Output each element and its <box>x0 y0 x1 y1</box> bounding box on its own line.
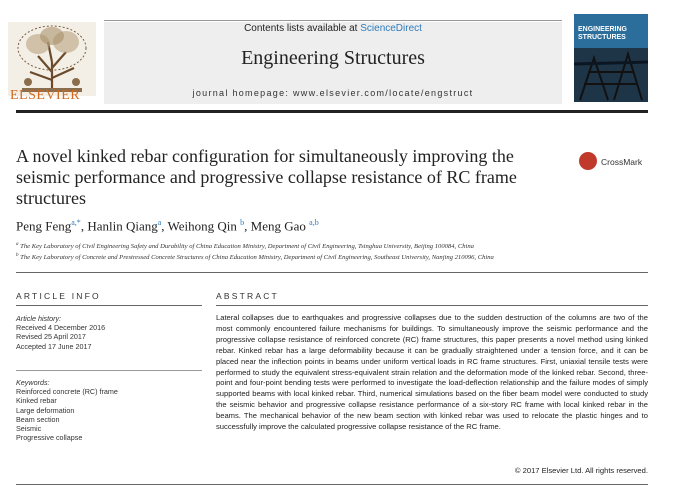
article-info-heading: ARTICLE INFO <box>16 291 101 301</box>
abstract-text: Lateral collapses due to earthquakes and progressive collapses due to the sudden destruction of the columns are two of the most commonly encountered failure mechanisms for buildings. To simultaneously improve the seismic performance and the progressive collapse resistance of reinforced concrete (RC) frame structures, this paper presents a novel method using kinked rebar. Kinked rebar has a large deformability because it can be gradually straightened under a tension force, and it can be placed near the inflection points in beams under uniform vertical loads in RC frame structures. First, uniaxial tensile tests were performed to study the equivalent stress-equivalent strain relation and the deformation mode of the kinked rebar. Second, three-point and four-point bending tests were performed to investigate the load-deflection relationship and the failure modes of simply supported beams with local kinked rebar. Third, numerical simulations based on the fiber beam model were conducted to study the seismic behavior and progressive collapse resistance performance of a six-story RC frame with local kinked rebar in the beams. The mechanical behavior of the new beam section with kinked rebar was used to relocate the plastic hinges and to successfully improve the calculated progressive collapse resistance of the RC frame. <box>216 313 648 432</box>
keyword-item[interactable]: Kinked rebar <box>16 396 57 406</box>
contents-line <box>104 23 562 34</box>
keyword-item[interactable]: Progressive collapse <box>16 433 83 443</box>
affiliation-a <box>16 242 474 250</box>
keyword-item[interactable]: Large deformation <box>16 405 75 415</box>
history-label: Article history: <box>16 314 62 323</box>
author-list: Peng Feng$^{a,*}$, Hanlin Qiang$^a$, Weihong Qin $^b$, Meng Gao $^{a,b}$ <box>16 218 319 234</box>
contents-prefix: Contents lists available at <box>244 23 361 34</box>
sciencedirect-link[interactable]: ScienceDirect <box>360 23 422 34</box>
author-name[interactable]: Weihong Qin <box>167 218 237 234</box>
cover-title <box>578 26 648 42</box>
author-name[interactable]: Peng Feng <box>16 218 72 234</box>
journal-title[interactable]: Engineering Structures <box>241 47 425 69</box>
affiliation-text: The Key Laboratory of Civil Engineering Safety and Durability of China Education Ministry, Department of Civil Engineering, Tsinghua University, Beijing 100084, China <box>20 243 474 251</box>
keyword-item[interactable]: Beam section <box>16 414 60 424</box>
footer-rule <box>16 484 648 485</box>
copyright-line: © 2017 Elsevier Ltd. All rights reserved. <box>514 466 648 475</box>
journal-homepage[interactable]: journal homepage: www.elsevier.com/locate/engstruct <box>192 88 474 98</box>
author-sup: a <box>157 218 162 227</box>
abstract-heading: ABSTRACT <box>216 291 279 301</box>
affiliation-rule <box>16 272 648 273</box>
keywords-label: Keywords: <box>16 378 50 387</box>
crossmark-label[interactable]: CrossMark <box>601 157 643 167</box>
header-bottom-rule <box>16 110 648 113</box>
affiliation-sup: b <box>16 253 19 258</box>
cover-title-line2: STRUCTURES <box>578 34 626 41</box>
keyword-item[interactable]: Seismic <box>16 424 42 434</box>
affiliation-b <box>16 253 494 261</box>
header-top-rule <box>104 20 562 21</box>
keyword-item[interactable]: Reinforced concrete (RC) frame <box>16 387 118 397</box>
elsevier-wordmark: ELSEVIER <box>10 88 81 103</box>
article-info-rule <box>16 305 202 306</box>
cover-title-line1: ENGINEERING <box>578 26 628 33</box>
author-sup: a,b <box>309 218 319 227</box>
author-sup: b <box>240 218 245 227</box>
keywords-block <box>16 378 118 442</box>
author-name[interactable]: Meng Gao <box>250 218 306 234</box>
article-title: A novel kinked rebar configuration for simultaneously improving the seismic performance and progressive collapse resistance of RC frame structures <box>16 146 517 208</box>
author-sup: a,* <box>71 218 81 227</box>
history-item: Received 4 December 2016 <box>16 323 106 333</box>
history-item: Revised 25 April 2017 <box>16 332 86 342</box>
crossmark-icon[interactable] <box>579 152 597 170</box>
abstract-rule <box>216 305 648 306</box>
history-item: Accepted 17 June 2017 <box>16 341 92 351</box>
affiliation-text: The Key Laboratory of Concrete and Prestressed Concrete Structures of China Education Ministry, Department of Civil Engineering, Southeast University, Nanjing 210096, China <box>20 254 494 262</box>
keywords-rule <box>16 370 202 371</box>
affiliation-sup: a <box>16 242 19 247</box>
author-name[interactable]: Hanlin Qiang <box>87 218 158 234</box>
article-history <box>16 314 105 351</box>
